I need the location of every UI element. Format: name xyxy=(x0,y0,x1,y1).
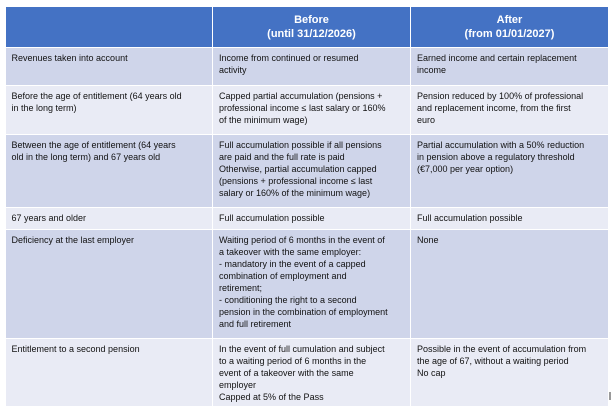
cell-text-line: No cap xyxy=(417,368,446,378)
header-cell-after xyxy=(411,7,609,48)
cell-text-line: Full accumulation possible xyxy=(417,213,523,223)
row-label-cell xyxy=(6,86,213,135)
before-cell xyxy=(213,135,411,208)
table-row xyxy=(6,86,609,135)
cell-text-line: event of a takeover with the same xyxy=(219,368,354,378)
cell-text-line: Full accumulation possible if all pensions xyxy=(219,140,382,150)
cell-text-line: and replacement income, from the first xyxy=(417,103,571,113)
header-before-period: (until 31/12/2026) xyxy=(267,28,356,40)
cell-text-line: Capped at 5% of the Pass xyxy=(219,392,324,402)
cell-text-line: retirement; xyxy=(219,283,263,293)
after-cell xyxy=(411,339,609,407)
cell-text-line: - conditioning the right to a second xyxy=(219,295,357,305)
cell-text-line: (€7,000 per year option) xyxy=(417,164,514,174)
cell-text-line: - mandatory in the event of a capped xyxy=(219,259,366,269)
before-cell xyxy=(213,86,411,135)
before-cell xyxy=(213,208,411,230)
cell-text-line: in pension above a regulatory threshold xyxy=(417,152,575,162)
header-cell-before xyxy=(213,7,411,48)
cell-text-line: activity xyxy=(219,65,247,75)
row-label-cell xyxy=(6,208,213,230)
cell-text-line: Income from continued or resumed xyxy=(219,53,359,63)
cell-text-line: Capped partial accumulation (pensions + xyxy=(219,91,383,101)
table-row xyxy=(6,339,609,407)
cell-text-line: Partial accumulation with a 50% reduction xyxy=(417,140,585,150)
header-after-title: After xyxy=(496,14,523,26)
header-row xyxy=(6,7,609,48)
cell-text-line: Between the age of entitlement (64 years xyxy=(11,140,176,150)
cell-text-line: euro xyxy=(417,115,436,125)
cell-text-line: pension in the combination of employment xyxy=(219,307,388,317)
table-row xyxy=(6,208,609,230)
after-cell xyxy=(411,230,609,339)
row-label-cell xyxy=(6,135,213,208)
cell-text-line: Full accumulation possible xyxy=(219,213,325,223)
cell-text-line: In the event of full cumulation and subject xyxy=(219,344,385,354)
before-cell xyxy=(213,230,411,339)
row-label-cell xyxy=(6,339,213,407)
cell-text-line: in the long term) xyxy=(11,103,77,113)
header-cell-empty xyxy=(6,7,213,48)
cell-text-line: income xyxy=(417,65,447,75)
after-cell xyxy=(411,135,609,208)
cell-text-line: a takeover with the same employer: xyxy=(219,247,362,257)
cell-text-line: Earned income and certain replacement xyxy=(417,53,577,63)
cell-text-line: combination of employment and xyxy=(219,271,347,281)
before-cell xyxy=(213,48,411,86)
slide-edge-mark xyxy=(609,392,611,400)
comparison-table xyxy=(5,6,609,407)
cell-text-line: Before the age of entitlement (64 years old xyxy=(11,91,182,101)
table-row xyxy=(6,48,609,86)
cell-text-line: 67 years and older xyxy=(11,213,87,223)
cell-text-line: are paid and the full rate is paid xyxy=(219,152,345,162)
cell-text-line: employer xyxy=(219,380,257,390)
cell-text-line: to a waiting period of 6 months in the xyxy=(219,356,367,366)
header-before-title: Before xyxy=(294,14,329,26)
cell-text-line: Otherwise, partial accumulation capped xyxy=(219,164,377,174)
cell-text-line: (pensions + professional income ≤ last xyxy=(219,176,373,186)
cell-text-line: Entitlement to a second pension xyxy=(11,344,140,354)
cell-text-line: Pension reduced by 100% of professional xyxy=(417,91,584,101)
cell-text-line: the age of 67, without a waiting period xyxy=(417,356,569,366)
cell-text-line: professional income ≤ last salary or 160% xyxy=(219,103,386,113)
cell-text-line: old in the long term) and 67 years old xyxy=(11,152,161,162)
cell-text-line: of the minimum wage) xyxy=(219,115,308,125)
cell-text-line: and full retirement xyxy=(219,319,292,329)
cell-text-line: Revenues taken into account xyxy=(11,53,128,63)
row-label-cell xyxy=(6,230,213,339)
after-cell xyxy=(411,86,609,135)
cell-text-line: None xyxy=(417,235,439,245)
after-cell xyxy=(411,208,609,230)
row-label-cell xyxy=(6,48,213,86)
table-row xyxy=(6,230,609,339)
cell-text-line: Waiting period of 6 months in the event of xyxy=(219,235,385,245)
header-after-period: (from 01/01/2027) xyxy=(464,28,555,40)
cell-text-line: Possible in the event of accumulation from xyxy=(417,344,587,354)
cell-text-line: salary or 160% of the minimum wage) xyxy=(219,188,371,198)
after-cell xyxy=(411,48,609,86)
cell-text-line: Deficiency at the last employer xyxy=(11,235,135,245)
before-cell xyxy=(213,339,411,407)
table-row xyxy=(6,135,609,208)
